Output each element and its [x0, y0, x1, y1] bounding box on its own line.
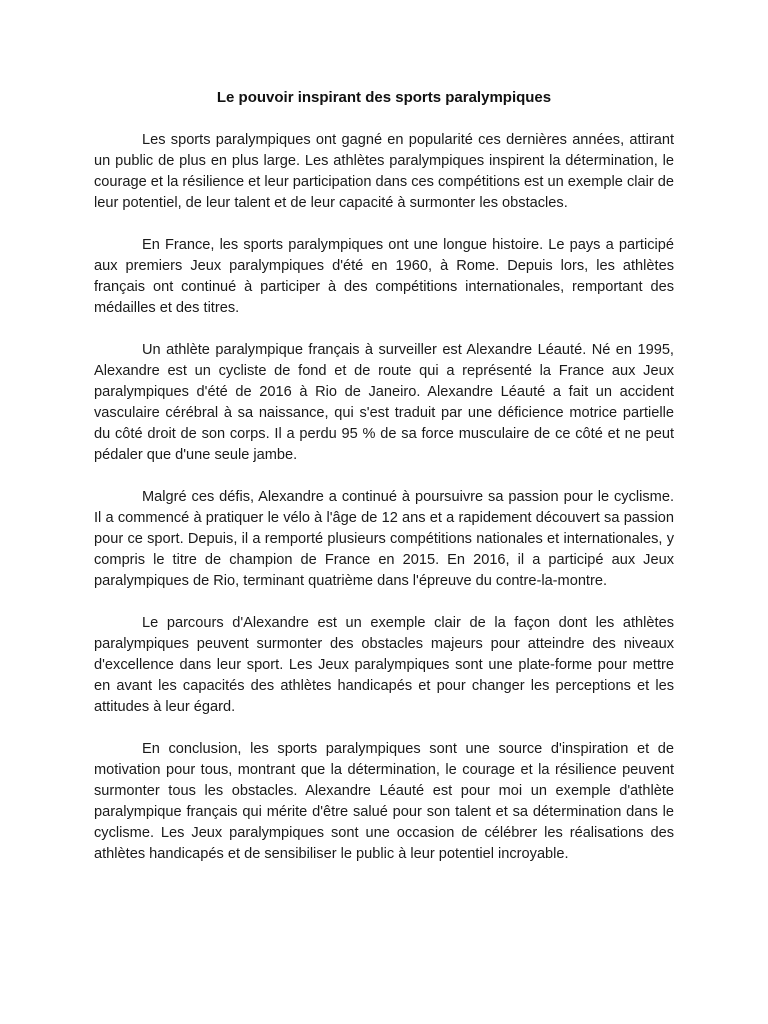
paragraph-athlete: Un athlète paralympique français à surveiller est Alexandre Léauté. Né en 1995, Alexandre est un cycliste de fond et de route qui a représenté la France aux Jeux paralympiques d'été de 2016 à Rio de Janeiro. Alexandre Léauté a fait un accident vasculaire cérébral à sa naissance, qui s'est traduit par une déficience motrice partielle du côté droit de son corps. Il a perdu 95 % de sa force musculaire de ce côté et ne peut pédaler que d'une seule jambe. [94, 341, 674, 464]
paragraph-conclusion: En conclusion, les sports paralympiques sont une source d'inspiration et de motivation pour tous, montrant que la détermination, le courage et la résilience peuvent surmonter tous les obstacles. Alexandre Léauté est pour moi un exemple d'athlète paralympique français qui mérite d'être salué pour son talent et sa détermination dans le cyclisme. Les Jeux paralympiques sont une occasion de célébrer les réalisations des athlètes handicapés et de sensibiliser le public à leur potentiel incroyable. [94, 740, 674, 863]
paragraph-challenges: Malgré ces défis, Alexandre a continué à poursuivre sa passion pour le cyclisme. Il a commencé à pratiquer le vélo à l'âge de 12 ans et a rapidement découvert sa passion pour ce sport. Depuis, il a remporté plusieurs compétitions nationales et internationales, y compris le titre de champion de France en 2015. En 2016, il a participé aux Jeux paralympiques de Rio, terminant quatrième dans l'épreuve du contre-la-montre. [94, 488, 674, 590]
document-title: Le pouvoir inspirant des sports paralympiques [216, 89, 552, 106]
paragraph-history: En France, les sports paralympiques ont une longue histoire. Le pays a participé aux premiers Jeux paralympiques d'été en 1960, à Rome. Depuis lors, les athlètes français ont continué à participer à des compétitions internationales, remportant des médailles et des titres. [94, 236, 674, 317]
paragraph-intro: Les sports paralympiques ont gagné en popularité ces dernières années, attirant un public de plus en plus large. Les athlètes paralympiques inspirent la détermination, le courage et la résilience et leur participation dans ces compétitions est un exemple clair de leur potentiel, de leur talent et de leur capacité à surmonter les obstacles. [94, 132, 675, 212]
paragraph-journey: Le parcours d'Alexandre est un exemple clair de la façon dont les athlètes paralympiques peuvent surmonter des obstacles majeurs pour atteindre des niveaux d'excellence dans leur sport. Les Jeux paralympiques sont une plate-forme pour mettre en avant les capacités des athlètes handicapés et pour changer les perceptions et les attitudes à leur égard. [94, 614, 674, 716]
document-body [94, 130, 674, 865]
